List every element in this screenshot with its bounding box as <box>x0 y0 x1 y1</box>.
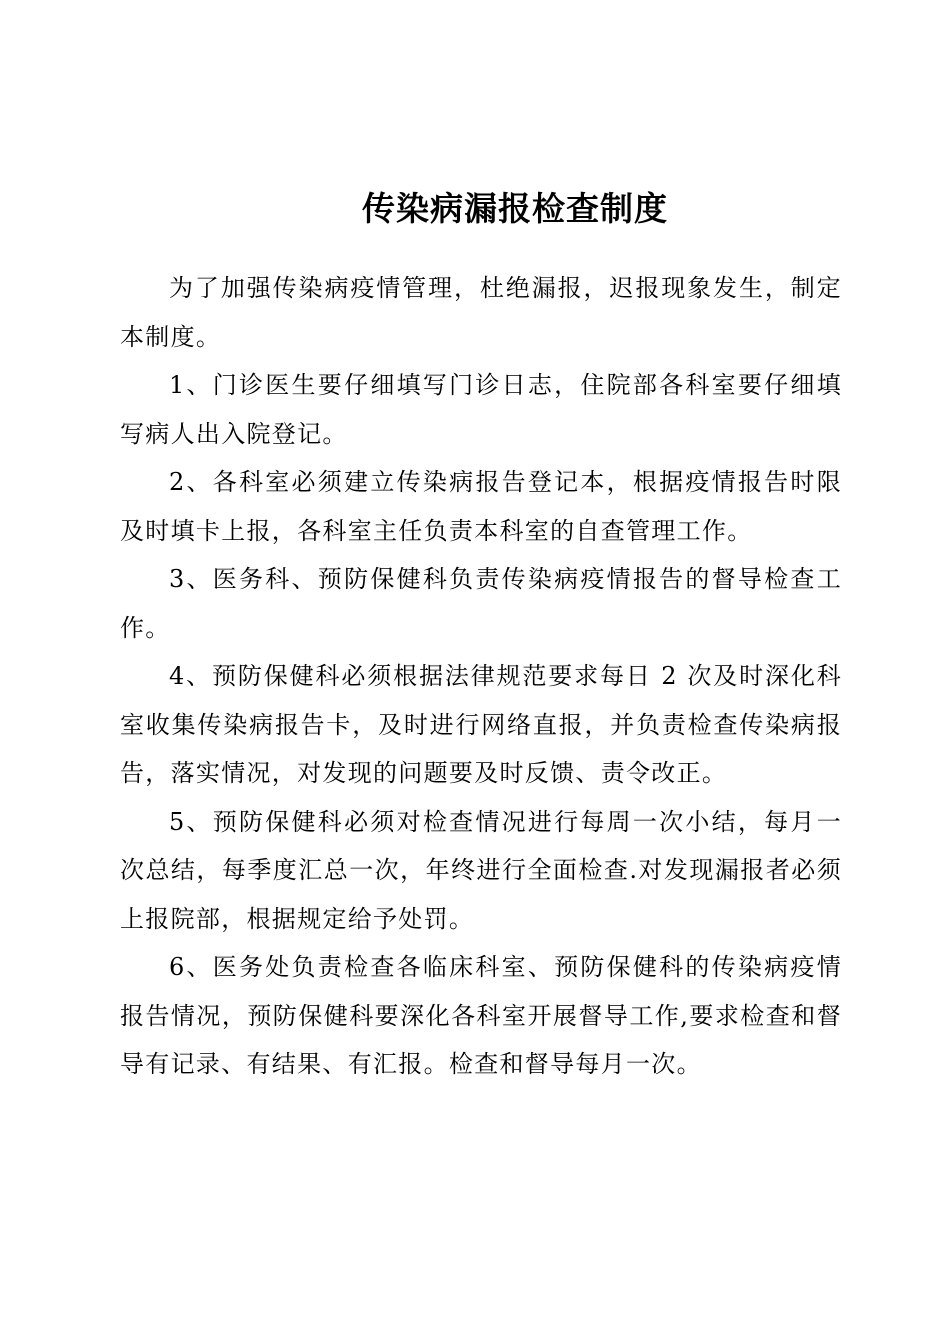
paragraph-item-3: 3、医务科、预防保健科负责传染病疫情报告的督导检查工作。 <box>120 565 842 642</box>
paragraph-item-1: 1、门诊医生要仔细填写门诊日志，住院部各科室要仔细填写病人出入院登记。 <box>120 371 842 448</box>
paragraph-item-2: 2、各科室必须建立传染病报告登记本，根据疫情报告时限及时填卡上报，各科室主任负责本科室的自查管理工作。 <box>120 468 842 545</box>
paragraph-intro: 为了加强传染病疫情管理，杜绝漏报，迟报现象发生，制定本制度。 <box>120 274 842 351</box>
document-body <box>120 264 842 1089</box>
paragraph-item-6: 6、医务处负责检查各临床科室、预防保健科的传染病疫情报告情况，预防保健科要深化各科室开展督导工作,要求检查和督导有记录、有结果、有汇报。检查和督导每月一次。 <box>120 953 842 1078</box>
page-title: 传染病漏报检查制度 <box>362 189 668 228</box>
paragraph-item-4: 4、预防保健科必须根据法律规范要求每日 2 次及时深化科室收集传染病报告卡，及时进行网络直报，并负责检查传染病报告，落实情况，对发现的问题要及时反馈、责令改正。 <box>120 662 842 787</box>
paragraph-item-5: 5、预防保健科必须对检查情况进行每周一次小结，每月一次总结，每季度汇总一次，年终进行全面检查.对发现漏报者必须上报院部，根据规定给予处罚。 <box>120 807 842 933</box>
